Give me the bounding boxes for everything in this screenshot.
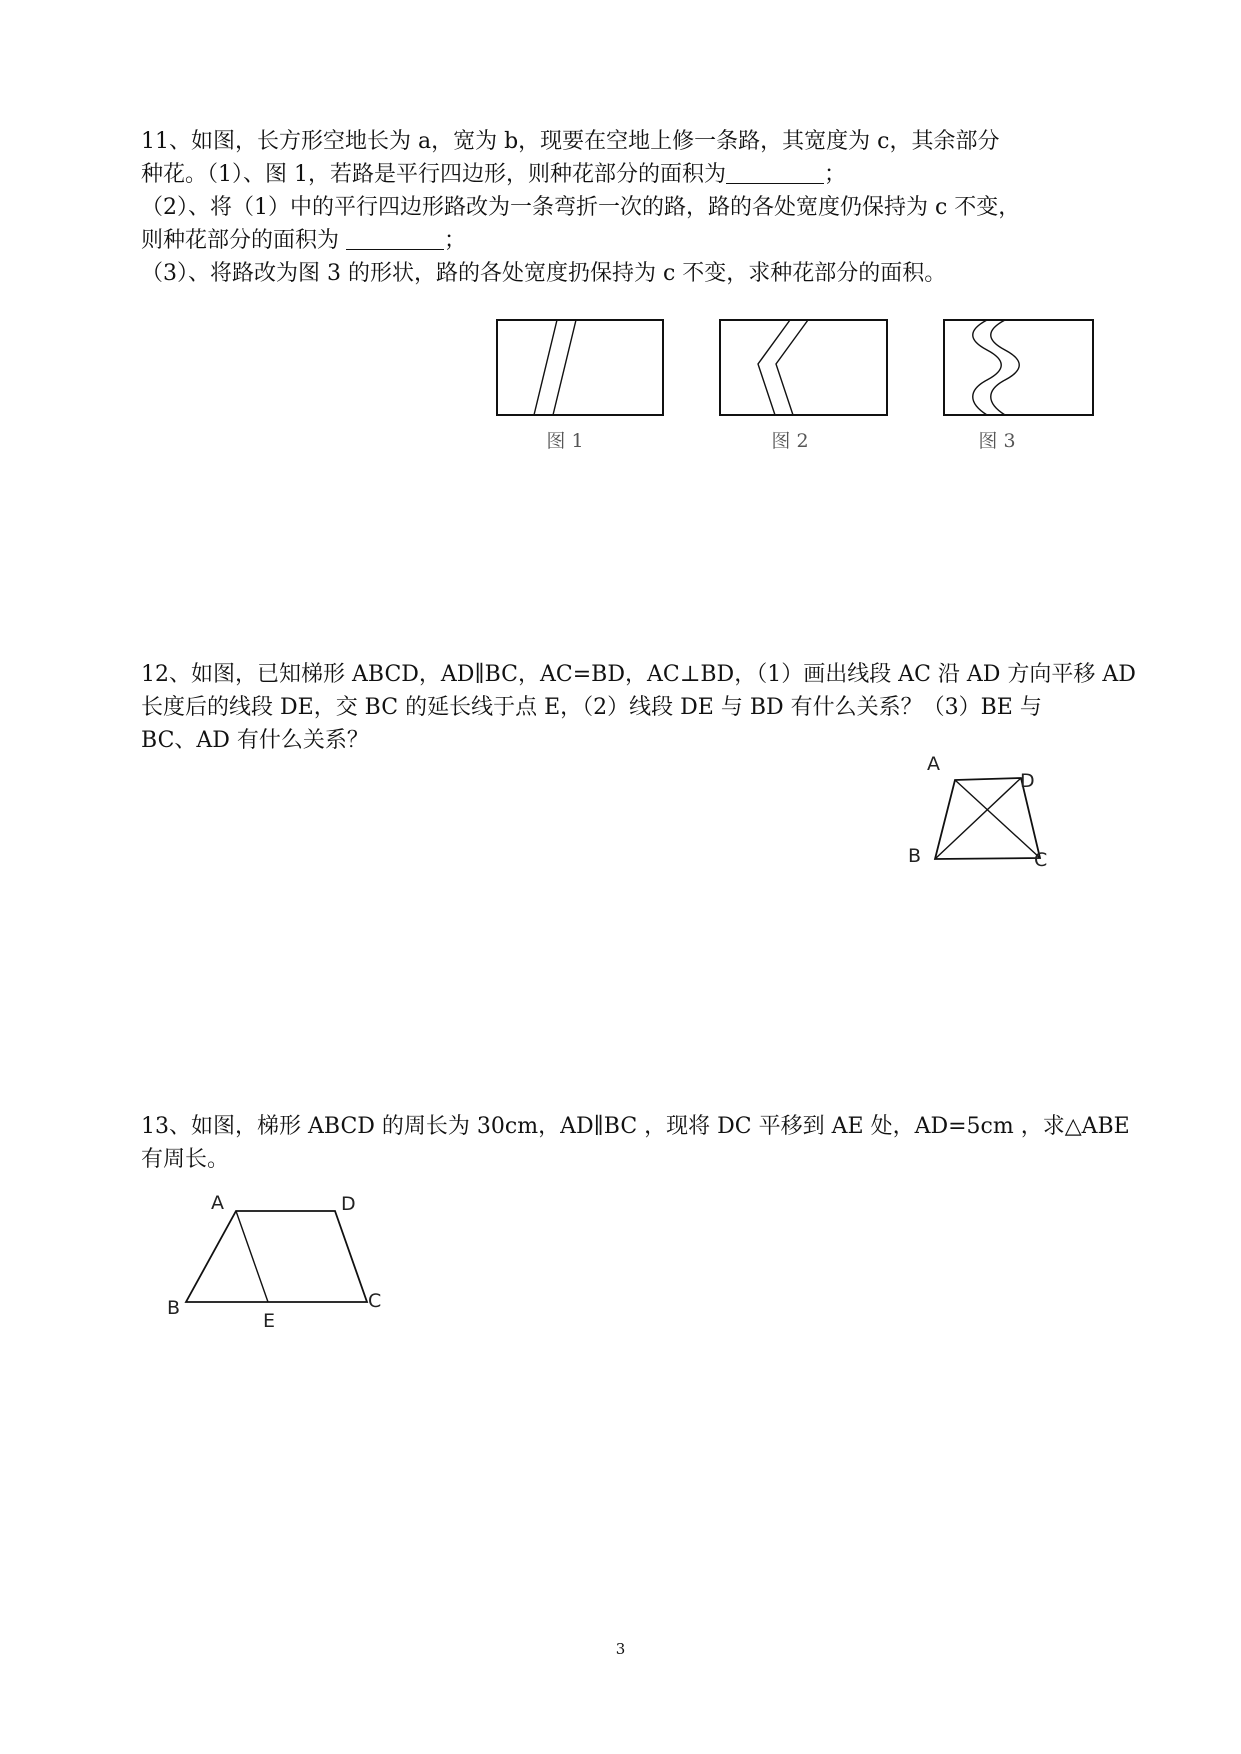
q13-label-e: E (263, 1310, 276, 1332)
fig1-road-edge-left (534, 320, 557, 415)
fig2-road-edge-right (776, 320, 808, 415)
q11-line-4-end: ； (444, 228, 467, 253)
q13-label-d: D (341, 1193, 356, 1215)
fig3-caption: 图 3 (978, 430, 1016, 452)
fig3-road-edge-right (991, 320, 1020, 415)
q13-label-b: B (167, 1297, 181, 1319)
fig2-caption: 图 2 (771, 430, 809, 452)
q12-label-a: A (927, 753, 940, 775)
question-12 (141, 658, 1136, 757)
question-13 (141, 1110, 1130, 1176)
q12-diagonal-bd (935, 778, 1021, 859)
q13-label-a: A (211, 1192, 224, 1214)
figure-2 (720, 320, 887, 452)
q12-line-1: 12、如图，已知梯形 ABCD，AD∥BC，AC=BD，AC⊥BD，（1）画出线段 AC 沿 AD 方向平移 AD (141, 662, 1136, 687)
q11-line-1: 11、如图，长方形空地长为 a，宽为 b，现要在空地上修一条路，其宽度为 c，其余部分 (141, 129, 1000, 154)
fig2-rectangle (720, 320, 887, 415)
fig1-rectangle (497, 320, 663, 415)
q12-label-b: B (908, 845, 922, 867)
q13-line-2: 有周长。 (141, 1147, 230, 1172)
q11-line-4-text: 则种花部分的面积为 (141, 228, 346, 253)
q12-line-3: BC、AD 有什么关系？ (141, 728, 369, 753)
figure-1 (497, 320, 663, 452)
page-number: 3 (615, 1640, 626, 1658)
fig1-road-edge-right (553, 320, 576, 415)
q13-trapezoid (186, 1211, 367, 1302)
q13-trapezoid-figure (167, 1192, 381, 1332)
q11-line-5: （3）、将路改为图 3 的形状，路的各处宽度扔保持为 c 不变，求种花部分的面积。 (141, 261, 947, 286)
q11-line-2-text: 种花。（1）、图 1，若路是平行四边形，则种花部分的面积为 (141, 162, 726, 187)
q12-trapezoid-figure (908, 753, 1047, 871)
q13-segment-ae (236, 1211, 268, 1302)
q13-line-1: 13、如图，梯形 ABCD 的周长为 30cm，AD∥BC ，现将 DC 平移到 AE 处，AD=5cm ，求△ABE (141, 1114, 1130, 1139)
q12-label-c: C (1034, 849, 1048, 871)
q11-line-2-end: ； (824, 162, 847, 187)
figure-3 (944, 320, 1093, 452)
q13-label-c: C (368, 1290, 382, 1312)
q12-label-d: D (1020, 770, 1035, 792)
fig2-road-edge-left (758, 320, 790, 415)
q11-line-3: （2）、将（1）中的平行四边形路改为一条弯折一次的路，路的各处宽度仍保持为 c 不变， (141, 195, 1021, 220)
fig1-caption: 图 1 (546, 430, 584, 452)
q12-line-2: 长度后的线段 DE，交 BC 的延长线于点 E，（2）线段 DE 与 BD 有什么关系？（3）BE 与 (141, 695, 1042, 720)
fig3-road-edge-left (973, 320, 1002, 415)
